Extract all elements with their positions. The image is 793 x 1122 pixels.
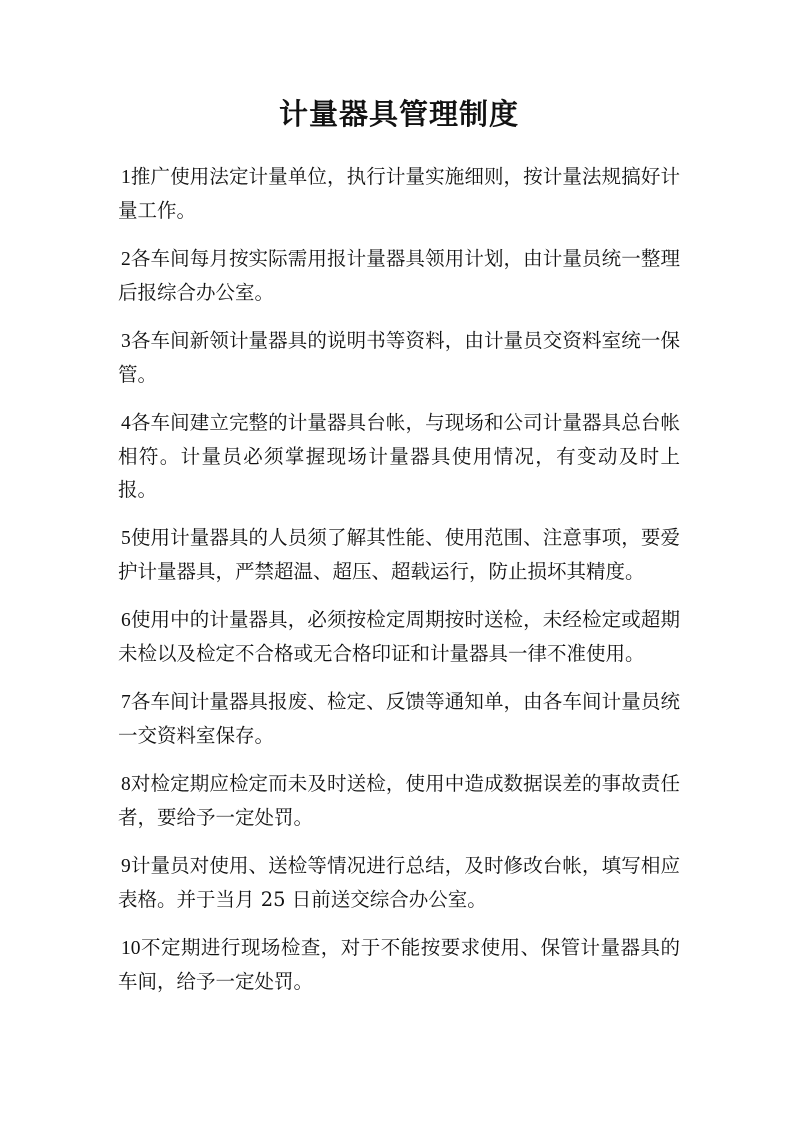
clause-number: 8 bbox=[121, 774, 131, 795]
clause-9 bbox=[118, 849, 680, 916]
clause-2 bbox=[118, 242, 680, 309]
clause-text: 各车间每月按实际需用报计量器具领用计划，由计量员统一整理后报综合办公室。 bbox=[118, 247, 680, 304]
clause-number: 2 bbox=[121, 249, 131, 270]
clause-text: 使用计量器具的人员须了解其性能、使用范围、注意事项，要爱护计量器具，严禁超温、超压、超载运行，防止损坏其精度。 bbox=[118, 526, 680, 583]
clause-6 bbox=[118, 603, 680, 670]
clause-number: 10 bbox=[121, 938, 141, 959]
clause-number: 7 bbox=[121, 692, 131, 713]
clause-7 bbox=[118, 685, 680, 752]
clause-number: 1 bbox=[121, 167, 131, 188]
clause-number: 6 bbox=[121, 610, 131, 631]
clause-number: 9 bbox=[121, 856, 131, 877]
clause-text: 各车间新领计量器具的说明书等资料，由计量员交资料室统一保管。 bbox=[118, 329, 680, 386]
clause-number: 5 bbox=[121, 528, 131, 549]
page-title: 计量器具管理制度 bbox=[278, 97, 519, 131]
clause-3 bbox=[118, 324, 680, 391]
clause-text: 使用中的计量器具，必须按检定周期按时送检，未经检定或超期未检以及检定不合格或无合格印证和计量器具一律不准使用。 bbox=[118, 608, 680, 665]
clause-text: 推广使用法定计量单位，执行计量实施细则，按计量法规搞好计量工作。 bbox=[118, 165, 680, 222]
clause-1 bbox=[118, 160, 680, 227]
clause-5 bbox=[118, 521, 680, 588]
clause-8 bbox=[118, 767, 680, 834]
clause-list bbox=[118, 160, 680, 998]
clause-text: 各车间计量器具报废、检定、反馈等通知单，由各车间计量员统一交资料室保存。 bbox=[118, 690, 680, 747]
clause-text: 不定期进行现场检查，对于不能按要求使用、保管计量器具的车间，给予一定处罚。 bbox=[118, 936, 680, 993]
clause-number: 3 bbox=[121, 331, 131, 352]
clause-text: 计量员对使用、送检等情况进行总结，及时修改台帐，填写相应表格。并于当月 25 日前送交综合办公室。 bbox=[118, 854, 680, 911]
clause-4 bbox=[118, 406, 680, 506]
clause-number: 4 bbox=[121, 413, 131, 434]
clause-10 bbox=[118, 931, 680, 998]
clause-text: 各车间建立完整的计量器具台帐，与现场和公司计量器具总台帐相符。计量员必须掌握现场计量器具使用情况，有变动及时上报。 bbox=[118, 411, 680, 501]
clause-text: 对检定期应检定而未及时送检，使用中造成数据误差的事故责任者，要给予一定处罚。 bbox=[118, 772, 680, 829]
